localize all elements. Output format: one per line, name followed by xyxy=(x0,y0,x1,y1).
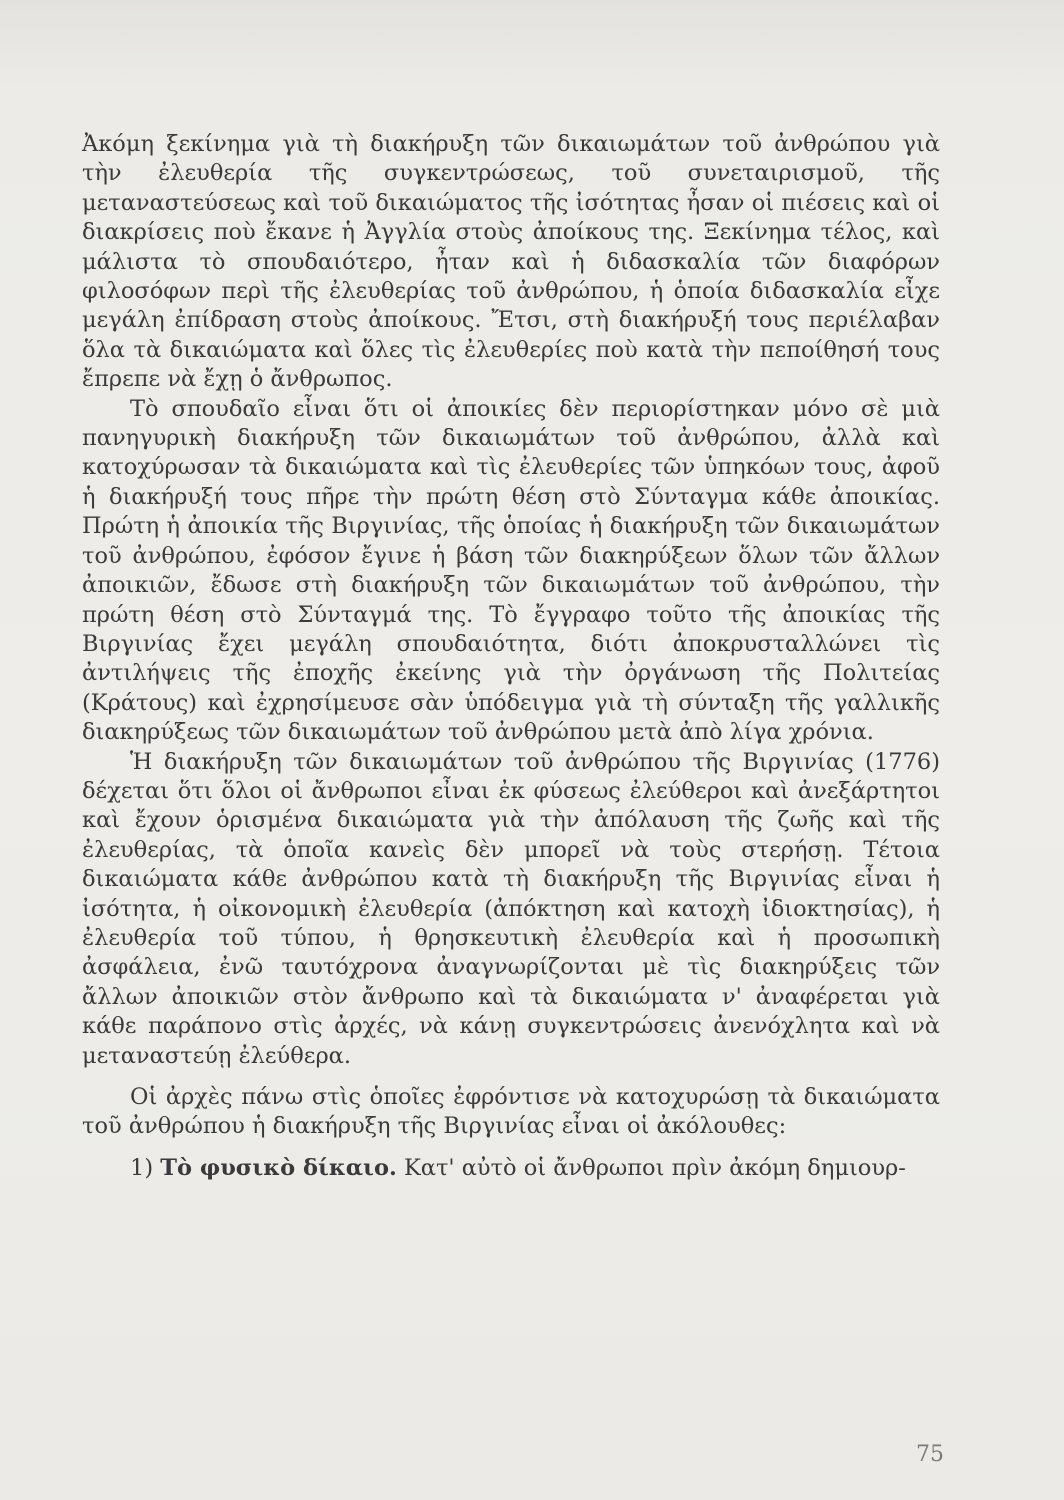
body-text xyxy=(82,130,940,1183)
paragraph-3: Ἡ διακήρυξη τῶν δικαιωμάτων τοῦ ἀνθρώπου τῆς Βιργινίας (1776) δέχεται ὅτι ὅλοι οἱ ἄνθρωποι εἶναι ἐκ φύσεως ἐλεύθεροι καὶ ἀνεξάρτητοι καὶ ἔχουν ὁρισμένα δικαιώματα γιὰ τὴν ἀπόλαυση τῆς ζωῆς καὶ τῆς ἐλευθερίας, τὰ ὁποῖα κανεὶς δὲν μπορεῖ νὰ τοὺς στερήσῃ. Τέτοια δικαιώματα κάθε ἀνθρώπου κατὰ τὴ διακήρυξη τῆς Βιργινίας εἶναι ἡ ἰσότητα, ἡ οἰκονομικὴ ἐλευθερία (ἀπόκτηση καὶ κατοχὴ ἰδιοκτησίας), ἡ ἐλευθερία τοῦ τύπου, ἡ θρησκευτικὴ ἐλευθερία καὶ ἡ προσωπικὴ ἀσφάλεια, ἐνῶ ταυτόχρονα ἀναγνωρίζονται μὲ τὶς διακηρύξεις τῶν ἄλλων ἀποικιῶν στὸν ἄνθρωπο καὶ τὰ δικαιώματα ν' ἀναφέρεται γιὰ κάθε παράπονο στὶς ἀρχές, νὰ κάνῃ συγκεντρώσεις ἀνενόχλητα καὶ νὰ μεταναστεύῃ ἐλεύθερα. xyxy=(82,748,940,1069)
paragraph-1: Ἀκόμη ξεκίνημα γιὰ τὴ διακήρυξη τῶν δικαιωμάτων τοῦ ἀνθρώπου γιὰ τὴν ἐλευθερία τῆς συγκεντρώσεως, τοῦ συνεταιρισμοῦ, τῆς μεταναστεύσεως καὶ τοῦ δικαιώματος τῆς ἰσότητας ἦσαν οἱ πιέσεις καὶ οἱ διακρίσεις ποὺ ἔκανε ἡ Ἀγγλία στοὺς ἀποίκους της. Ξεκίνημα τέλος, καὶ μάλιστα τὸ σπουδαιότερο, ἦταν καὶ ἡ διδασκαλία τῶν διαφόρων φιλοσόφων περὶ τῆς ἐλευθερίας τοῦ ἀνθρώπου, ἡ ὁποία διδασκαλία εἶχε μεγάλη ἐπίδραση στοὺς ἀποίκους. Ἔτσι, στὴ διακήρυξή τους περιέλαβαν ὅλα τὰ δικαιώματα καὶ ὅλες τὶς ἐλευθερίες ποὺ κατὰ τὴν πεποίθησή τους ἔπρεπε νὰ ἔχῃ ὁ ἄνθρωπος. xyxy=(82,131,940,393)
page-number: 75 xyxy=(916,1442,944,1467)
paragraph-4: Οἱ ἀρχὲς πάνω στὶς ὁποῖες ἐφρόντισε νὰ κατοχυρώσῃ τὰ δικαιώματα τοῦ ἀνθρώπου ἡ διακήρυξη τῆς Βιργινίας εἶναι οἱ ἀκόλουθες: xyxy=(82,1084,940,1140)
list-item-heading: Τὸ φυσικὸ δίκαιο. xyxy=(160,1154,397,1181)
list-item-1 xyxy=(82,1154,940,1183)
paragraph-2: Τὸ σπουδαῖο εἶναι ὅτι οἱ ἀποικίες δὲν περιορίστηκαν μόνο σὲ μιὰ πανηγυρικὴ διακήρυξη τῶν δικαιωμάτων τοῦ ἀνθρώπου, ἀλλὰ καὶ κατοχύρωσαν τὰ δικαιώματα καὶ τὶς ἐλευθερίες τῶν ὑπηκόων τους, ἀφοῦ ἡ διακήρυξή τους πῆρε τὴν πρώτη θέση στὸ Σύνταγμα κάθε ἀποικίας. Πρώτη ἡ ἀποικία τῆς Βιργινίας, τῆς ὁποίας ἡ διακήρυξη τῶν δικαιωμάτων τοῦ ἀνθρώπου, ἐφόσον ἔγινε ἡ βάση τῶν διακηρύξεων ὅλων τῶν ἄλλων ἀποικιῶν, ἔδωσε στὴ διακήρυξη τῶν δικαιωμάτων τοῦ ἀνθρώπου, τὴν πρώτη θέση στὸ Σύνταγμά της. Τὸ ἔγγραφο τοῦτο τῆς ἀποικίας τῆς Βιργινίας ἔχει μεγάλη σπουδαιότητα, διότι ἀποκρυσταλλώνει τὶς ἀντιλήψεις τῆς ἐποχῆς ἐκείνης γιὰ τὴν ὀργάνωση τῆς Πολιτείας (Κράτους) καὶ ἐχρησίμευσε σὰν ὑπόδειγμα γιὰ τὴ σύνταξη τῆς γαλλικῆς διακηρύξεως τῶν δικαιωμάτων τοῦ ἀνθρώπου μετὰ ἀπὸ λίγα χρόνια. xyxy=(82,395,940,746)
list-item-number: 1) xyxy=(130,1154,154,1181)
list-item-text: Κατ' αὐτὸ οἱ ἄνθρωποι πρὶν ἀκόμη δημιουρ- xyxy=(403,1154,906,1181)
